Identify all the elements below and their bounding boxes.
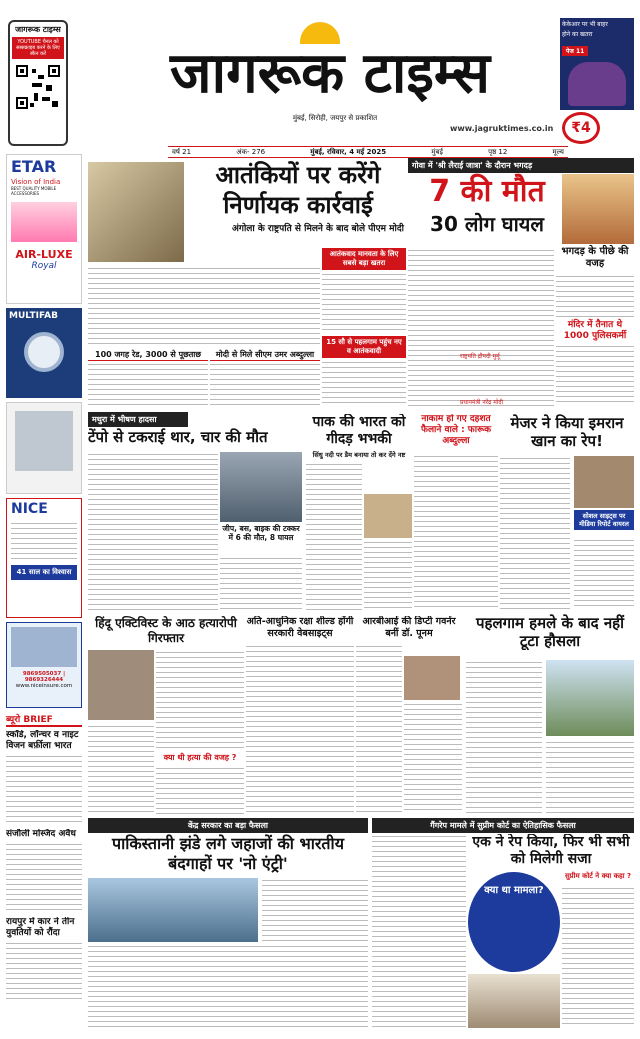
product-image [15, 411, 73, 471]
pahalgam-headline: पहलगाम हमले के बाद नहीं टूटा हौसला [475, 614, 625, 650]
promo-line2: होने का खतरा [562, 31, 593, 38]
meta-price: मूल्य [552, 148, 564, 156]
brief-title: रायपुर में कार ने तीन युवतियों को रौंदा [6, 917, 75, 938]
main-headline: आतंकियों पर करेंगे निर्णायक कार्रवाई [215, 161, 381, 219]
blue-ad-site[interactable]: www.niceinsure.com [15, 683, 73, 689]
hindu-box: क्या थी हत्या की वजह ? [163, 753, 237, 762]
brief-title: स्कॉर्ड, लॉन्चर व नाइट विजन बर्फ़ीला भारत [6, 730, 79, 751]
hindu-body2 [88, 724, 154, 814]
masthead-title: जागरूक टाइम्स [170, 40, 490, 106]
hindu-box-body [156, 766, 244, 814]
goa-body [408, 248, 554, 406]
mathura-box: जीप, बस, बाइक की टक्कर में 6 की मौत, 8 घायल [222, 524, 300, 542]
meta-city: मुंबई [431, 148, 443, 156]
ev-ad[interactable] [6, 402, 82, 494]
cricketer-photo [568, 62, 626, 106]
qr-box[interactable] [8, 20, 68, 146]
pahalgam-body2 [546, 740, 634, 814]
website-link[interactable]: www.jagruktimes.co.in [450, 124, 554, 133]
multifab-brand: MULTIFAB [9, 311, 58, 321]
qr-code-icon [16, 65, 60, 109]
main-subheadline: अंगोला के राष्ट्रपति से मिलने के बाद बोले पीएम मोदी [232, 224, 404, 234]
pak-photo [364, 494, 412, 538]
main-side-red2: 15 सौ से पहलगाम पहुंच नए व आतंकवादी [322, 336, 406, 358]
ship-body [88, 944, 368, 1028]
brief-title: संजौली मस्जिद अवैध [6, 829, 76, 839]
nice-text [11, 521, 77, 561]
meta-issue: अंक- 276 [236, 148, 266, 156]
multifab-ad[interactable] [6, 308, 82, 398]
imran-box-body [574, 538, 634, 610]
hindu-photo [88, 650, 154, 720]
ship-photo [88, 878, 258, 942]
pahalgam-body [466, 660, 542, 814]
imran-box: सोशल साइट्स पर मीडिया रिपोर्ट वायरल [574, 510, 634, 530]
omar-box: मोदी से मिले सीएम उमर अब्दुल्ला [210, 349, 320, 361]
court-photo [468, 974, 560, 1028]
nice-brand: NICE [11, 501, 48, 517]
modi-photo [88, 162, 184, 262]
mathura-body [88, 452, 218, 610]
blue-ad[interactable] [6, 622, 82, 708]
agent-photos [11, 627, 77, 667]
meta-bar [168, 146, 568, 158]
promo-line1: केकेआर पर भी बाहर [562, 21, 608, 28]
rbi-body2 [404, 702, 462, 814]
pak-headline: पाक की भारत को गीदड़ भभकी [312, 414, 406, 447]
goa-photo [562, 174, 634, 244]
top-right-promo[interactable] [560, 18, 634, 110]
railway-body [246, 644, 354, 814]
goa-side-title2: मंदिर में तैनात थे 1000 पुलिसकर्मी [563, 320, 627, 341]
goa-side-body2 [556, 344, 634, 406]
raid-box: 100 जगह रेड, 3000 से पूछताछ [88, 349, 208, 361]
etar-sub: BEST QUALITY MOBILE ACCESSORIES [11, 186, 57, 196]
qr-caption: YOUTUBE चैनल को सब्सक्राइब करने के लिए स्कैन करें [12, 37, 64, 59]
meta-year: वर्ष 21 [172, 148, 192, 156]
masthead-subtitle: मुंबई, सिरोही, जयपुर से प्रकाशित [292, 114, 378, 122]
side-body [322, 272, 406, 332]
imran-headline: मेजर ने किया इमरान खान का रेप! [510, 414, 624, 450]
ship-headline: पाकिस्तानी झंडे लगे जहाजों की भारतीय बंदगाहों पर 'नो एंट्री' [112, 834, 344, 873]
goa-headline-red: 7 की मौत [429, 174, 545, 209]
main-body [88, 266, 320, 346]
etar-product: AIR-LUXE [15, 248, 73, 261]
rape-box2: सुप्रीम कोर्ट ने क्या कहा ? [564, 872, 632, 880]
nice-ad[interactable] [6, 498, 82, 618]
briefs-label: ब्यूरो BRIEF [6, 712, 82, 727]
etar-tagline: Vision of India [11, 178, 61, 186]
hindu-body [156, 650, 244, 750]
goa-quote2: प्रधानमंत्री नरेंद्र मोदी [460, 399, 504, 406]
omar-body [210, 362, 320, 406]
abdullah-body [414, 454, 498, 610]
price-badge: ₹4 [562, 112, 600, 144]
goa-quote: राष्ट्रपति द्रौपदी मुर्मू [460, 353, 500, 360]
imran-body [500, 456, 570, 610]
meta-pages: पृष्ठ 12 [488, 148, 508, 156]
rbi-headline: आरबीआई की डिप्टी गवर्नर बनीं डॉ. पूनम [362, 616, 456, 639]
etar-ad[interactable] [6, 154, 82, 304]
rape-headline: एक ने रेप किया, फिर भी सभी को मिलेगी सजा [472, 834, 630, 867]
pak-body [306, 462, 362, 610]
mathura-photo [220, 452, 302, 522]
pak-sub: सिंधु नदी पर डैम बनाया तो कर देंगे नष्ट [312, 451, 406, 459]
mathura-box-body [220, 556, 302, 610]
main-side-red: आतंकवाद मानवता के लिए सबसे बड़ा खतरा [322, 248, 406, 270]
meta-date: मुंबई, रविवार, 4 मई 2025 [310, 148, 387, 156]
railway-headline: अति-आधुनिक रक्षा शील्ड होंगी सरकारी वेबसाइट्स [246, 616, 354, 639]
etar-product2: Royal [31, 261, 57, 271]
goa-side-title: भगदड़ के पीछे की वजह [561, 246, 629, 269]
goa-kicker: गोवा में 'श्री लैराई जात्रा' के दौरान भगदड़ [408, 158, 634, 173]
mathura-headline: टेंपो से टकराई थार, चार की मौत [88, 428, 268, 446]
briefs-column [6, 712, 82, 1030]
rbi-body [356, 644, 402, 814]
lamp-icon [24, 332, 64, 372]
hindu-headline: हिंदू एक्टिविस्ट के आठ हत्यारोपी गिरफ्तार [95, 616, 237, 645]
abdullah-headline: नाकाम हो गए दहशत फैलाने वाले : फारूक अब्दुल्ला [421, 414, 491, 446]
etar-brand: ETAR [11, 157, 57, 176]
brief-body [6, 941, 82, 1001]
rape-body [372, 834, 466, 1028]
goa-side-body [556, 274, 634, 318]
pak-body2 [364, 540, 412, 610]
brief-body [6, 842, 82, 914]
etar-product-image [11, 202, 77, 242]
nice-badge: 41 साल का विश्वास [11, 565, 77, 580]
brief-body [6, 754, 82, 826]
rape-box-title: क्या था मामला? [484, 885, 544, 896]
rape-box [468, 872, 560, 972]
ship-kicker: केंद्र सरकार का बड़ा फैसला [88, 818, 368, 833]
qr-heading: जागरूक टाइम्स [15, 25, 61, 34]
mathura-kicker: मथुरा में भीषण हादसा [88, 412, 188, 427]
rbi-photo [404, 656, 460, 700]
rape-kicker: गैंगरेप मामले में सुप्रीम कोर्ट का ऐतिहासिक फैसला [372, 818, 634, 833]
side-body [322, 360, 406, 406]
raid-body [88, 362, 208, 406]
goa-headline: 30 लोग घायल [430, 212, 544, 236]
rape-box2-body [562, 886, 634, 1028]
blue-ad-phone: 9869505037 | 9869326444 [22, 671, 66, 683]
imran-photo [574, 456, 634, 508]
ship-side-body [262, 878, 368, 942]
promo-page: पेज 11 [562, 46, 588, 56]
pahalgam-photo [546, 660, 634, 736]
